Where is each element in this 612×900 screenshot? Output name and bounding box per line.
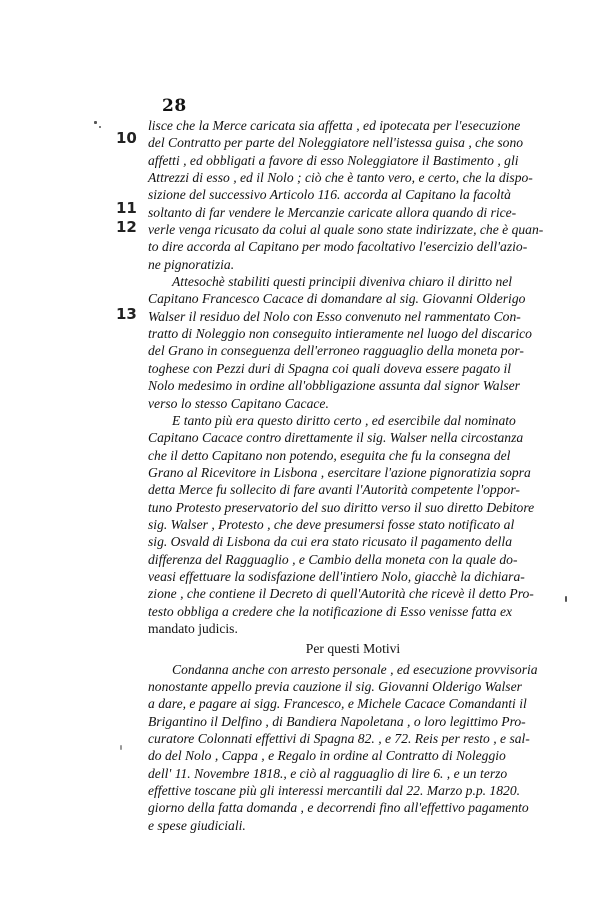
section-heading: Per questi Motivi — [305, 641, 401, 657]
text-line: soltanto di far vendere le Mercanzie caricate allora quando di rice- — [148, 204, 517, 220]
text-line: Grano al Ricevitore in Lisbona , esercitare l'azione pignoratizia sopra — [148, 464, 531, 480]
text-line: Walser il residuo del Nolo con Esso convenuto nel rammentato Con- — [148, 308, 521, 324]
text-line: sizione del successivo Articolo 116. accorda al Capitano la facoltà — [148, 187, 511, 203]
ink-speck — [94, 121, 97, 124]
ink-speck — [120, 745, 122, 750]
text-line: Capitano Francesco Cacace di domandare al sig. Giovanni Olderigo — [148, 291, 526, 307]
text-line: toghese con Pezzi duri di Spagna coi quali doveva essere pagato il — [148, 360, 512, 376]
text-line: tratto di Noleggio non conseguito intieramente nel luogo del discarico — [148, 326, 532, 342]
text-line: verle venga ricusato da colui al quale sono state indirizzate, che è quan- — [148, 222, 544, 238]
text-line: affetti , ed obbligati a favore di esso Noleggiatore il Bastimento , gli — [148, 152, 519, 168]
text-line: effettive toscane più gli interessi mercantili dal 22. Marzo p.p. 1820. — [148, 783, 521, 799]
margin-number-10: 10 — [116, 129, 137, 147]
ink-speck — [565, 596, 567, 602]
text-line: dell' 11. Novembre 1818., e ciò al ragguaglio di lire 6. , e un terzo — [148, 765, 508, 781]
text-line: Attesochè stabiliti questi principii diveniva chiaro il diritto nel — [172, 274, 513, 290]
text-line: e spese giudiciali. — [148, 817, 246, 833]
text-line: veasi effettuare la sodisfazione dell'intiero Nolo, giacchè la dichiara- — [148, 568, 525, 584]
body-text — [148, 117, 558, 834]
margin-number-12: 12 — [116, 218, 137, 236]
text-line: Attrezzi di esso , ed il Nolo ; ciò che è tanto vero, e certo, che la dispo- — [148, 170, 533, 186]
text-line: Condanna anche con arresto personale , ed esecuzione provvisoria — [172, 661, 538, 677]
text-line: a dare, e pagare ai sigg. Francesco, e Michele Cacace Comandanti il — [148, 696, 527, 712]
text-line: ne pignoratizia. — [148, 256, 235, 272]
text-line: detta Merce fu sollecito di fare avanti l'Autorità competente l'oppor- — [148, 482, 520, 498]
text-line: zione , che contiene il Decreto di quell'Autorità che ricevè il detto Pro- — [148, 586, 534, 602]
page-number: 28 — [162, 96, 187, 116]
text-line: Nolo medesimo in ordine all'obbligazione assunta dal signor Walser — [148, 378, 520, 394]
text-line: Capitano Cacace contro direttamente il sig. Walser nella circostanza — [148, 430, 524, 446]
text-line: tuno Protesto preservatorio del suo diritto verso il suo diretto Debitore — [148, 499, 535, 515]
text-line: mandato judicis. — [148, 620, 238, 636]
text-line: verso lo stesso Capitano Cacace. — [148, 395, 329, 411]
margin-number-11: 11 — [116, 199, 137, 217]
text-line: del Contratto per parte del Noleggiatore nell'istessa guisa , che sono — [148, 135, 524, 151]
text-line: differenza del Ragguaglio , e Cambio della moneta con la quale do- — [148, 551, 518, 567]
text-line: che il detto Capitano non potendo, eseguita che fu la consegna del — [148, 447, 511, 463]
text-line: to dire accorda al Capitano per modo facoltativo l'esercizio dell'azio- — [148, 239, 528, 255]
text-line: del Grano in conseguenza dell'erroneo ragguaglio della moneta por- — [148, 343, 524, 359]
text-line: sig. Osvald di Lisbona da cui era stato ricusato il pagamento della — [148, 534, 513, 550]
text-line: do del Nolo , Cappa , e Regalo in ordine al Contratto di Noleggio — [148, 748, 506, 764]
text-line: lisce che la Merce caricata sia affetta , ed ipotecata per l'esecuzione — [148, 118, 521, 133]
text-line: E tanto più era questo diritto certo , ed esercibile dal nominato — [172, 412, 516, 428]
text-line: nonostante appello previa cauzione il sig. Giovanni Olderigo Walser — [148, 679, 522, 694]
text-line: giorno della fatta domanda , e decorrendi fino all'effettivo pagamento — [148, 800, 529, 816]
text-line: curatore Colonnati effettivi di Spagna 82. , e 72. Reis per resto , e sal- — [148, 731, 530, 747]
ink-speck — [99, 126, 101, 128]
text-line: sig. Walser , Protesto , che deve presumersi fosse stato notificato al — [148, 516, 515, 532]
text-line: testo obbliga a credere che la notificazione di Esso venisse fatta ex — [148, 603, 513, 619]
text-line: Brigantino il Delfino , di Bandiera Napoletana , o loro legittimo Pro- — [148, 713, 526, 729]
margin-number-13: 13 — [116, 305, 137, 323]
